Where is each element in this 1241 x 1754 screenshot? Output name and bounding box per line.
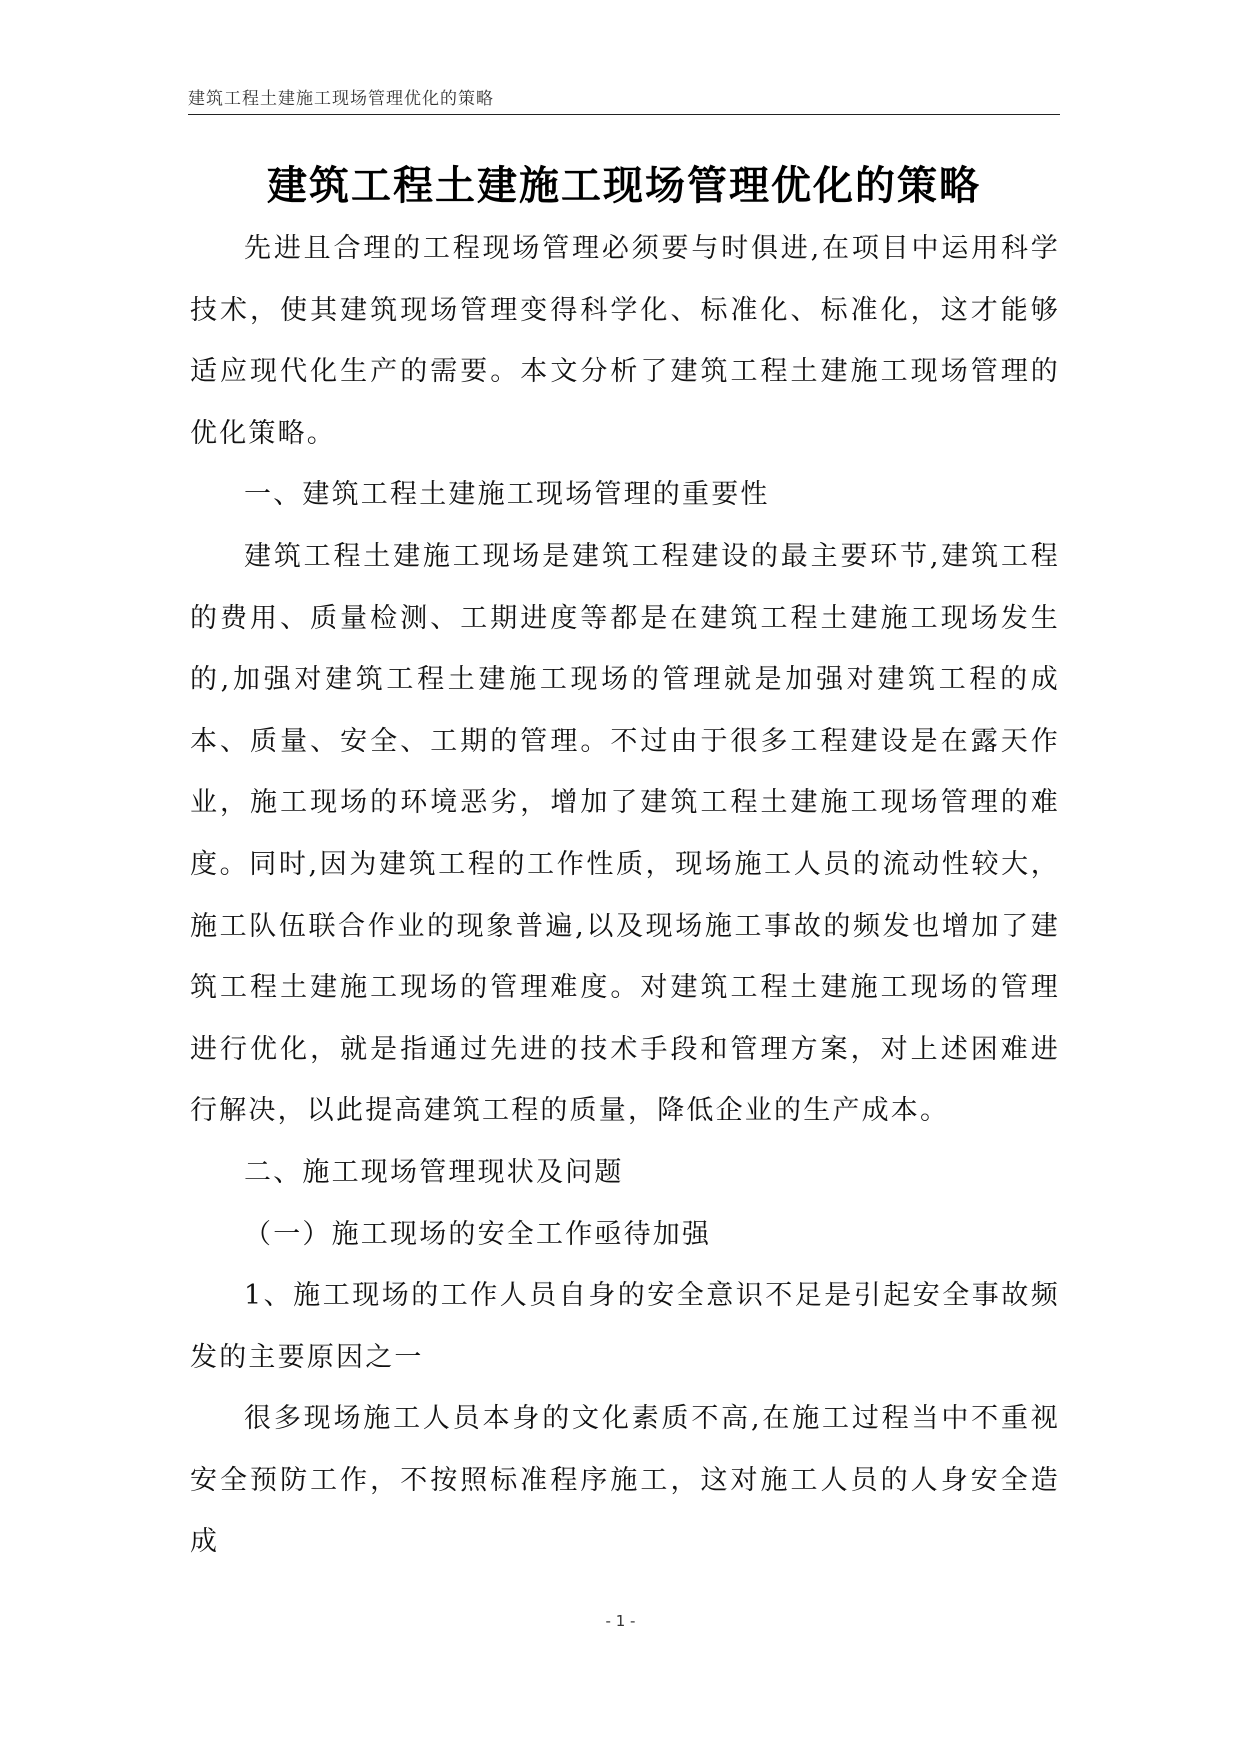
page-number: - 1 - (605, 1612, 636, 1630)
running-header-title: 建筑工程土建施工现场管理优化的策略 (188, 89, 494, 109)
subsection-heading-1: （一）施工现场的安全工作亟待加强 (244, 1218, 712, 1250)
section-heading-1: 一、建筑工程土建施工现场管理的重要性 (244, 479, 770, 511)
running-header (188, 88, 1060, 115)
document-title: 建筑工程土建施工现场管理优化的策略 (267, 163, 981, 209)
paragraph-importance: 建筑工程土建施工现场是建筑工程建设的最主要环节,建筑工程的费用、质量检测、工期进度等都是在建筑工程土建施工现场发生的,加强对建筑工程土建施工现场的管理就是加强对建筑工程的成本、质量、安全、工期的管理。不过由于很多工程建设是在露天作业，施工现场的环境恶劣，增加了建筑工程土建施工现场管理的难度。同时,因为建筑工程的工作性质，现场施工人员的流动性较大，施工队伍联合作业的现象普遍,以及现场施工事故的频发也增加了建筑工程土建施工现场的管理难度。对建筑工程土建施工现场的管理进行优化，就是指通过先进的技术手段和管理方案，对上述困难进行解决，以此提高建筑工程的质量，降低企业的生产成本。 (190, 540, 1060, 1127)
paragraph-intro: 先进且合理的工程现场管理必须要与时俱进,在项目中运用科学技术，使其建筑现场管理变得科学化、标准化、标准化，这才能够适应现代化生产的需要。本文分析了建筑工程土建施工现场管理的优化策略。 (190, 233, 1060, 449)
paragraph-safety: 很多现场施工人员本身的文化素质不高,在施工过程当中不重视安全预防工作，不按照标准程序施工，这对施工人员的人身安全造成 (190, 1403, 1060, 1558)
section-heading-2: 二、施工现场管理现状及问题 (244, 1156, 624, 1188)
point-heading-1: 1、施工现场的工作人员自身的安全意识不足是引起安全事故频发的主要原因之一 (190, 1280, 1060, 1373)
document-body (190, 218, 1060, 1573)
